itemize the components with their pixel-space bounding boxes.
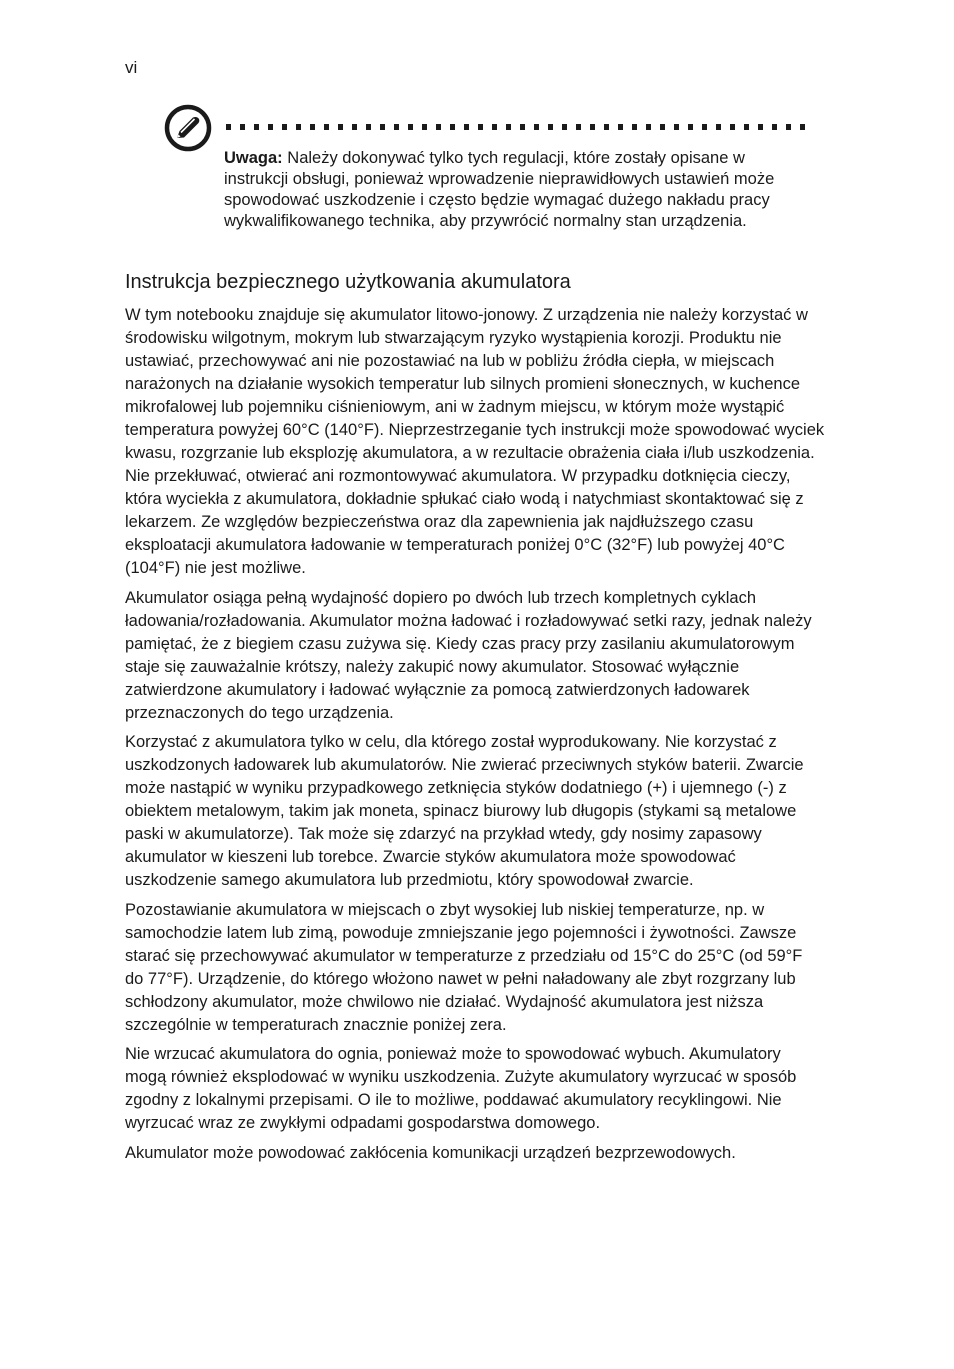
paragraph: Korzystać z akumulatora tylko w celu, dla którego został wyprodukowany. Nie korzystać z uszkodzonych ładowarek lub akumulatorów. Nie zwierać przeciwnych styków baterii. Zwarcie może nastąpić w wyniku przypadkowego zetknięcia styków dodatniego (+) i ujemnego (-) z obiektem metalowym, takim jak moneta, spinacz biurowy lub długopis (stykami są metalowe paski w akumulatorze). Tak może się zdarzyć na przykład wtedy, gdy nosimy zapasowy akumulator w kieszeni lub torebce. Zwarcie styków akumulatora może spowodować uszkodzenie samego akumulatora lub przedmiotu, który spowodował zwarcie. (125, 733, 804, 889)
paragraph: Akumulator osiąga pełną wydajność dopiero po dwóch lub trzech kompletnych cyklach ładowania/rozładowania. Akumulator można ładować i rozładowywać setki razy, jednak należy pamiętać, że z biegiem czasu zużywa się. Kiedy czas pracy przy zasilaniu akumulatorowym staje się zauważalnie krótszy, należy zakupić nowy akumulator. Stosować wyłącznie zatwierdzone akumulatory i ładować wyłącznie za pomocą zatwierdzonych ładowarek przeznaczonych do tego urządzenia. (125, 588, 812, 722)
note-label: Uwaga: (224, 149, 283, 167)
paragraph: W tym notebooku znajduje się akumulator litowo-jonowy. Z urządzenia nie należy korzystać w środowisku wilgotnym, mokrym lub stwarzającym ryzyko wystąpienia korozji. Produktu nie ustawiać, przechowywać ani nie pozostawiać na lub w pobliżu źródła ciepła, w miejscach narażonych na działanie wysokich temperatur lub silnych promieni słonecznych, w kuchence mikrofalowej lub pojemniku ciśnieniowym, ani w żadnym miejscu, w którym może wystąpić temperatura powyżej 60°C (140°F). Nieprzestrzeganie tych instrukcji może spowodować wyciek kwasu, rozgrzanie lub eksplozję akumulatora, a w rezultacie obrażenia ciała i/lub uszkodzenia. Nie przekłuwać, otwierać ani rozmontowywać akumulatora. W przypadku dotknięcia cieczy, która wyciekła z akumulatora, dokładnie spłukać ciało wodą i natychmiast skontaktować się z lekarzem. Ze względów bezpieczeństwa oraz dla zapewnienia jak najdłuższego czasu eksploatacji akumulatora ładowanie w temperaturach poniżej 0°C (32°F) lub powyżej 40°C (104°F) nie jest możliwe. (125, 306, 825, 577)
paragraph: Nie wrzucać akumulatora do ognia, ponieważ może to spowodować wybuch. Akumulatory mogą również eksplodować w wyniku uszkodzenia. Zużyte akumulatory wyrzucać w sposób zgodny z lokalnymi przepisami. O ile to możliwe, poddawać akumulatory recyklingowi. Nie wyrzucać wraz ze zwykłymi odpadami gospodarstwa domowego. (125, 1045, 797, 1132)
paragraph: Akumulator może powodować zakłócenia komunikacji urządzeń bezprzewodowych. (125, 1143, 736, 1162)
page-number: vi (125, 58, 138, 77)
section-body (125, 304, 825, 1171)
pen-note-icon (164, 104, 212, 152)
section-title: Instrukcja bezpiecznego użytkowania akumulatora (125, 271, 571, 293)
note-text: Należy dokonywać tylko tych regulacji, które zostały opisane w instrukcji obsługi, ponieważ wprowadzenie nieprawidłowych ustawień może spowodować uszkodzenie i często będzie wymagać dużego nakładu pracy wykwalifikowanego technika, aby przywrócić normalny stan urządzenia. (224, 149, 775, 230)
note-block (224, 148, 804, 232)
paragraph: Pozostawianie akumulatora w miejscach o zbyt wysokiej lub niskiej temperaturze, np. w samochodzie latem lub zimą, powoduje zmniejszanie jego pojemności i żywotności. Zawsze starać się przechowywać akumulator w temperaturze z przedziału od 15°C do 25°C (od 59°F do 77°F). Urządzenie, do którego włożono nawet w pełni naładowany ale zbyt rozgrzany lub schłodzony akumulator, może chwilowo nie działać. Wydajność akumulatora jest niższa szczególnie w temperaturach znacznie poniżej zera. (125, 900, 803, 1034)
note-dotted-rule (226, 124, 810, 130)
